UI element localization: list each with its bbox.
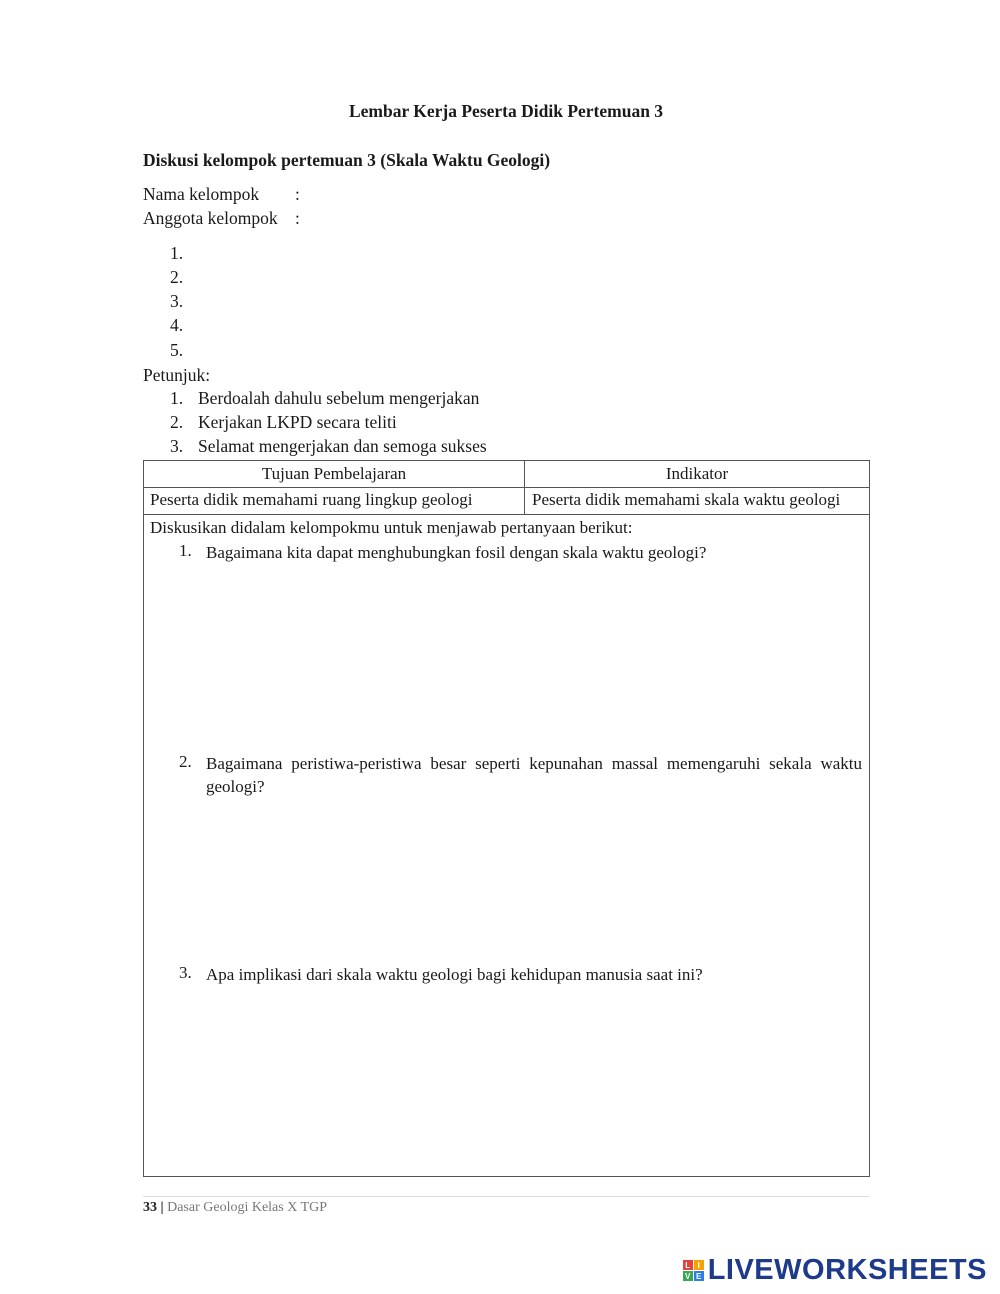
member-line-5: 5.: [170, 340, 184, 360]
instruction-text: Selamat mengerjakan dan semoga sukses: [198, 436, 487, 456]
page-number: 33: [143, 1200, 157, 1215]
page-footer: [143, 1200, 327, 1216]
group-name-field: [143, 184, 300, 205]
instruction-item: [170, 436, 487, 457]
book-title: Dasar Geologi Kelas X TGP: [167, 1200, 328, 1215]
member-line-4: 4.: [170, 315, 184, 335]
liveworksheets-brand[interactable]: [683, 1254, 987, 1287]
instruction-item: [170, 412, 397, 433]
header-indicator: Indikator: [665, 464, 729, 483]
group-members-label: Anggota kelompok: [143, 208, 278, 228]
member-line-2: 2.: [170, 267, 184, 287]
instruction-number: 3.: [170, 436, 184, 456]
member-line-3: 3.: [170, 291, 184, 311]
instruction-text: Kerjakan LKPD secara teliti: [198, 412, 397, 432]
liveworksheets-logo-icon: [683, 1260, 704, 1281]
instruction-item: [170, 388, 479, 409]
member-line-1: 1.: [170, 243, 184, 263]
instruction-number: 2.: [170, 412, 184, 432]
brand-name: LIVEWORKSHEETS: [707, 1254, 987, 1286]
question-number: 2.: [179, 752, 192, 771]
learning-objective-cell: Peserta didik memahami ruang lingkup geologi: [150, 490, 473, 509]
footer-separator: |: [160, 1200, 164, 1215]
group-members-colon: :: [295, 208, 300, 228]
header-learning-objective: Tujuan Pembelajaran: [261, 464, 407, 483]
logo-tile: L: [683, 1260, 693, 1270]
logo-tile: I: [694, 1260, 704, 1270]
group-name-colon: :: [295, 184, 300, 204]
question-number: 3.: [179, 963, 192, 982]
instruction-number: 1.: [170, 388, 184, 408]
group-name-label: Nama kelompok: [143, 184, 260, 204]
footer-divider: [143, 1196, 870, 1197]
question-text: Bagaimana kita dapat menghubungkan fosil dengan skala waktu geologi?: [206, 543, 707, 562]
group-members-field: [143, 208, 300, 229]
row-divider: [144, 487, 869, 488]
question-text: Apa implikasi dari skala waktu geologi bagi kehidupan manusia saat ini?: [206, 965, 703, 984]
section-subtitle: Diskusi kelompok pertemuan 3 (Skala Waktu Geologi): [143, 150, 551, 170]
instruction-text: Berdoalah dahulu sebelum mengerjakan: [198, 388, 480, 408]
row-divider: [144, 514, 869, 515]
logo-tile: V: [683, 1271, 693, 1281]
logo-tile: E: [694, 1271, 704, 1281]
instructions-heading: Petunjuk:: [143, 365, 211, 385]
indicator-cell: Peserta didik memahami skala waktu geologi: [532, 490, 841, 509]
question-number: 1.: [179, 541, 192, 560]
worksheet-table: [143, 460, 870, 1177]
discussion-intro: Diskusikan didalam kelompokmu untuk menjawab pertanyaan berikut:: [150, 518, 633, 537]
page-title: Lembar Kerja Peserta Didik Pertemuan 3: [348, 101, 664, 121]
question-text: Bagaimana peristiwa-peristiwa besar seperti kepunahan massal memengaruhi sekala waktu geologi?: [206, 754, 862, 796]
